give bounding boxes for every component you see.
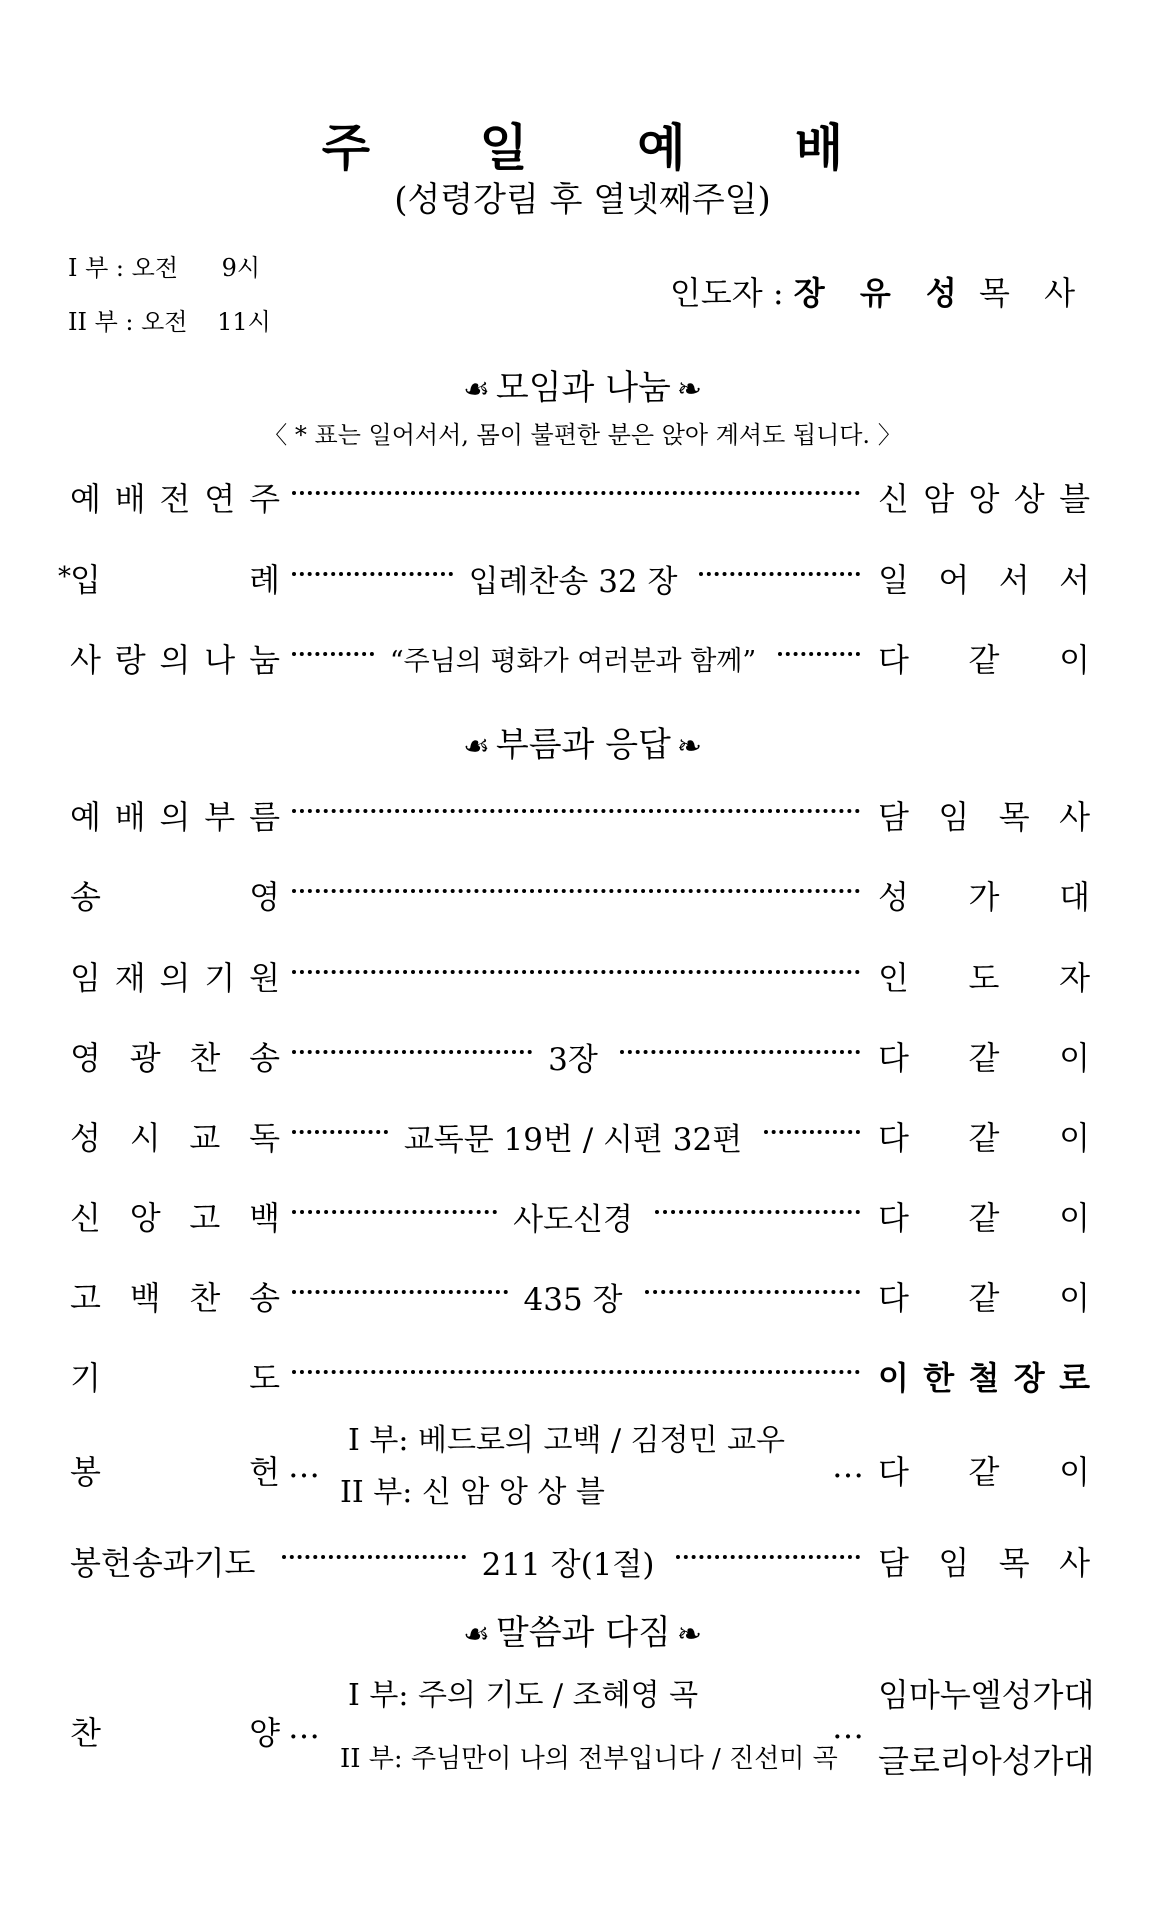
row-anthem xyxy=(70,1670,1095,1790)
char: 한 xyxy=(923,1359,955,1397)
row-right xyxy=(878,1033,1090,1079)
ornament-left-icon: ☙ xyxy=(462,1617,490,1652)
row-label xyxy=(70,474,280,520)
row-invocation xyxy=(70,951,1090,1001)
row-right xyxy=(878,872,1090,918)
char: 례 xyxy=(249,561,280,599)
row-offering-hymn xyxy=(70,1536,1090,1586)
char: 이 xyxy=(1059,1039,1090,1077)
char: 이 xyxy=(1059,641,1090,679)
dot-leader xyxy=(292,970,860,974)
row-detail: 교독문 19번 / 시편 32편 xyxy=(403,1121,743,1158)
row-prayer xyxy=(70,1351,1090,1401)
ornament-right-icon: ❧ xyxy=(676,372,703,407)
char: 성 xyxy=(70,1119,101,1157)
char: 교 xyxy=(189,1119,221,1157)
char: 광 xyxy=(129,1039,161,1077)
row-right xyxy=(878,1193,1090,1239)
row-label xyxy=(70,1193,280,1239)
char: 주 xyxy=(249,480,280,518)
row-label: 봉헌송과기도 xyxy=(70,1544,256,1582)
char: 의 xyxy=(159,798,191,836)
ornament-right-icon: ❧ xyxy=(676,1617,703,1652)
row-label xyxy=(70,1113,280,1159)
char: 배 xyxy=(114,798,146,836)
section-title: 모임과 나눔 xyxy=(495,368,671,408)
char: 같 xyxy=(968,641,1000,679)
char: 백 xyxy=(129,1279,161,1317)
leader-label: 인도자 : xyxy=(669,274,784,312)
row-right xyxy=(878,1538,1090,1584)
char: 상 xyxy=(1013,480,1045,518)
row-label xyxy=(70,792,280,838)
char: 랑 xyxy=(114,641,146,679)
char: 어 xyxy=(938,561,970,599)
service-2 xyxy=(68,302,271,337)
char: 임 xyxy=(70,959,101,997)
char: 다 xyxy=(878,1119,909,1157)
service-1 xyxy=(68,248,260,283)
char: 사 xyxy=(70,641,101,679)
row-label xyxy=(70,635,280,681)
dot-leader xyxy=(699,572,860,576)
char: 기 xyxy=(204,959,236,997)
dot-leader xyxy=(778,652,860,656)
char: 의 xyxy=(159,641,191,679)
char: 신 xyxy=(878,480,909,518)
char: 임 xyxy=(938,798,970,836)
anthem-line-2: II 부: 주님만이 나의 전부입니다 / 진선미 곡 xyxy=(340,1744,838,1774)
row-right xyxy=(878,792,1090,838)
char: 앙 xyxy=(129,1199,161,1237)
char: 원 xyxy=(249,959,280,997)
row-detail: 211 장(1절) xyxy=(481,1546,655,1583)
dot-leader xyxy=(292,1130,388,1134)
char: 시 xyxy=(129,1119,161,1157)
row-right xyxy=(878,555,1090,601)
leader xyxy=(670,268,1087,314)
row-reading xyxy=(70,1111,1090,1161)
char: 양 xyxy=(249,1714,280,1752)
anthem-line-1: I 부: 주의 기도 / 조혜영 곡 xyxy=(348,1678,699,1713)
char: 헌 xyxy=(249,1453,280,1491)
char: 고 xyxy=(70,1279,101,1317)
char: 일 xyxy=(878,561,909,599)
ellipsis: … xyxy=(288,1447,320,1485)
row-detail: 3장 xyxy=(548,1041,598,1078)
anthem-choir-2: 글로리아성가대 xyxy=(878,1742,1095,1780)
dot-leader xyxy=(292,1210,497,1214)
char: 가 xyxy=(968,878,1000,916)
char: 송 xyxy=(70,878,101,916)
row-label xyxy=(70,1447,280,1493)
offering-line-1: I 부: 베드로의 고백 / 김정민 교우 xyxy=(348,1423,786,1458)
section-title: 부름과 응답 xyxy=(495,725,671,765)
dot-leader xyxy=(282,1555,466,1559)
dot-leader xyxy=(292,809,860,813)
char: 같 xyxy=(968,1279,1000,1317)
char: 예 xyxy=(70,798,101,836)
char: 담 xyxy=(878,798,909,836)
section-call xyxy=(0,717,1165,766)
service-2-label: II 부 : 오전 xyxy=(68,308,188,336)
char: 로 xyxy=(1059,1359,1090,1397)
char: 찬 xyxy=(70,1714,101,1752)
char: 앙 xyxy=(968,480,1000,518)
row-right xyxy=(878,1273,1090,1319)
ellipsis: … xyxy=(288,1708,320,1746)
char: 이 xyxy=(1059,1119,1090,1157)
char: 백 xyxy=(249,1199,280,1237)
char: 사 xyxy=(1059,798,1090,836)
ornament-left-icon: ☙ xyxy=(462,372,490,407)
row-label xyxy=(70,872,280,918)
row-label xyxy=(70,953,280,999)
offering-line-2: II 부: 신 암 앙 상 블 xyxy=(340,1475,605,1510)
service-1-time: 9시 xyxy=(221,254,261,282)
char: 암 xyxy=(923,480,955,518)
leader-title: 목 사 xyxy=(979,274,1087,312)
char: 목 xyxy=(998,798,1030,836)
char: 신 xyxy=(70,1199,101,1237)
char: 송 xyxy=(249,1279,280,1317)
dot-leader xyxy=(655,1210,860,1214)
service-1-label: I 부 : 오전 xyxy=(68,254,179,282)
char: 영 xyxy=(70,1039,101,1077)
char: 도 xyxy=(249,1359,280,1397)
row-call xyxy=(70,790,1090,840)
row-confession-hymn xyxy=(70,1271,1090,1321)
section-word xyxy=(0,1605,1165,1654)
char: 다 xyxy=(878,1453,909,1491)
row-label xyxy=(70,1708,280,1754)
row-right xyxy=(878,1113,1090,1159)
standing-note: 〈 * 표는 일어서서, 몸이 불편한 분은 앉아 계셔도 됩니다. 〉 xyxy=(263,421,902,449)
char: 사 xyxy=(1059,1544,1091,1582)
char: 이 xyxy=(878,1359,909,1397)
ornament-left-icon: ☙ xyxy=(462,729,490,764)
char: 서 xyxy=(998,561,1030,599)
char: 나 xyxy=(204,641,236,679)
row-right xyxy=(878,1353,1090,1399)
char: 전 xyxy=(159,480,191,518)
char: 찬 xyxy=(189,1039,221,1077)
ornament-right-icon: ❧ xyxy=(676,729,703,764)
service-2-time: 11시 xyxy=(217,308,271,336)
char: 도 xyxy=(968,959,1000,997)
row-detail: 사도신경 xyxy=(513,1201,633,1238)
char: 찬 xyxy=(189,1279,221,1317)
dot-leader xyxy=(645,1290,861,1294)
dot-leader xyxy=(676,1555,860,1559)
row-creed xyxy=(70,1191,1090,1241)
row-detail: 435 장 xyxy=(523,1281,623,1318)
leader-name: 장 유 성 xyxy=(793,274,969,312)
char: 이 xyxy=(1059,1279,1090,1317)
row-sharing xyxy=(70,633,1090,683)
row-introit xyxy=(70,553,1090,603)
char: 성 xyxy=(878,878,909,916)
char: 같 xyxy=(968,1039,1000,1077)
row-label xyxy=(70,555,280,601)
row-right xyxy=(878,1447,1090,1493)
row-right xyxy=(878,953,1090,999)
ellipsis: … xyxy=(832,1447,864,1485)
dot-leader xyxy=(292,889,860,893)
row-prelude xyxy=(70,472,1090,522)
dot-leader xyxy=(292,1050,532,1054)
char: 철 xyxy=(968,1359,1000,1397)
dot-leader xyxy=(292,491,860,495)
row-right xyxy=(878,635,1090,681)
row-right xyxy=(878,474,1090,520)
ellipsis: … xyxy=(832,1708,864,1746)
dot-leader xyxy=(292,1290,508,1294)
row-doxology xyxy=(70,870,1090,920)
char: 눔 xyxy=(249,641,280,679)
char: 의 xyxy=(159,959,191,997)
section-gathering xyxy=(0,360,1165,409)
row-label xyxy=(70,1353,280,1399)
char: 인 xyxy=(878,959,909,997)
char: 송 xyxy=(249,1039,280,1077)
char: 같 xyxy=(968,1453,1000,1491)
section-title: 말씀과 다짐 xyxy=(495,1613,671,1653)
anthem-choir-1: 임마누엘성가대 xyxy=(878,1676,1095,1714)
row-detail: 입례찬송 32 장 xyxy=(468,563,678,600)
char: 임 xyxy=(938,1544,970,1582)
char: 같 xyxy=(968,1119,1000,1157)
char: 이 xyxy=(1059,1453,1090,1491)
char: 다 xyxy=(878,1039,909,1077)
char: 목 xyxy=(998,1544,1030,1582)
char: 재 xyxy=(114,959,146,997)
char: 장 xyxy=(1013,1359,1045,1397)
row-detail: “주님의 평화가 여러분과 함께” xyxy=(389,645,757,677)
char: 다 xyxy=(878,1199,909,1237)
dot-leader xyxy=(292,572,453,576)
char: 입 xyxy=(70,561,101,599)
char: 고 xyxy=(189,1199,221,1237)
row-label xyxy=(70,1033,280,1079)
char: 이 xyxy=(1059,1199,1090,1237)
dot-leader xyxy=(764,1130,860,1134)
row-offering xyxy=(70,1415,1090,1515)
char: 대 xyxy=(1059,878,1090,916)
char: 자 xyxy=(1059,959,1090,997)
char: 다 xyxy=(878,641,909,679)
page-title: 주 일 예 배 xyxy=(321,119,890,177)
char: 서 xyxy=(1059,561,1091,599)
dot-leader xyxy=(292,652,374,656)
char: 영 xyxy=(249,878,280,916)
char: 같 xyxy=(968,1199,1000,1237)
char: 부 xyxy=(204,798,236,836)
dot-leader xyxy=(292,1370,860,1374)
standing-star: * xyxy=(58,562,71,592)
row-label xyxy=(70,1273,280,1319)
char: 블 xyxy=(1059,480,1090,518)
char: 예 xyxy=(70,480,101,518)
dot-leader xyxy=(620,1050,860,1054)
page-subtitle: (성령강림 후 열넷째주일) xyxy=(394,180,771,220)
char: 연 xyxy=(204,480,236,518)
char: 봉 xyxy=(70,1453,101,1491)
char: 기 xyxy=(70,1359,101,1397)
char: 름 xyxy=(249,798,280,836)
char: 다 xyxy=(878,1279,909,1317)
char: 독 xyxy=(249,1119,280,1157)
char: 담 xyxy=(878,1544,909,1582)
char: 배 xyxy=(114,480,146,518)
row-hymn xyxy=(70,1031,1090,1081)
